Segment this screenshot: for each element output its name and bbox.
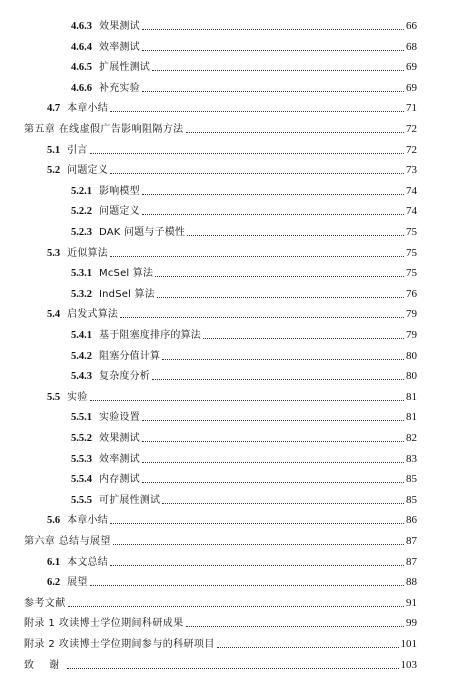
toc-entry-title: 效率测试 bbox=[99, 42, 140, 53]
toc-entry-title: 效率测试 bbox=[99, 454, 140, 465]
toc-entry-page-number: 81 bbox=[406, 411, 417, 423]
toc-entry-page-number: 91 bbox=[406, 597, 417, 609]
toc-entry-page-number: 76 bbox=[406, 288, 417, 300]
toc-entry[interactable] bbox=[71, 38, 417, 54]
toc-entry-title: IndSel 算法 bbox=[99, 289, 155, 300]
toc-entry-page-number: 72 bbox=[406, 144, 417, 156]
toc-entry[interactable] bbox=[71, 58, 417, 74]
toc-entry[interactable] bbox=[71, 79, 417, 95]
toc-entry[interactable] bbox=[24, 635, 417, 651]
toc-entry-page-number: 85 bbox=[406, 473, 417, 485]
dot-leader bbox=[90, 585, 404, 586]
toc-entry-page-number: 66 bbox=[406, 20, 417, 32]
toc-entry-page-number: 101 bbox=[400, 638, 417, 650]
toc-entry[interactable] bbox=[47, 161, 417, 177]
dot-leader bbox=[217, 647, 399, 648]
toc-entry-number: 5.5.4 bbox=[71, 474, 92, 485]
toc-entry-title: 影响模型 bbox=[99, 186, 140, 197]
dot-leader bbox=[113, 544, 404, 545]
toc-entry[interactable] bbox=[71, 202, 417, 218]
toc-entry-number: 5.4.3 bbox=[71, 371, 92, 382]
dot-leader bbox=[187, 235, 404, 236]
toc-entry-number: 5.5.2 bbox=[71, 433, 92, 444]
toc-entry-title: 参考文献 bbox=[24, 598, 66, 609]
toc-entry-number: 4.6.6 bbox=[71, 83, 92, 94]
toc-entry[interactable] bbox=[47, 141, 417, 157]
toc-entry-number: 5.2 bbox=[47, 165, 61, 176]
toc-entry-number: 5.5.1 bbox=[71, 412, 92, 423]
toc-entry-title: 扩展性测试 bbox=[99, 62, 150, 73]
toc-entry-title: 补充实验 bbox=[99, 83, 140, 94]
toc-entry-page-number: 81 bbox=[406, 391, 417, 403]
toc-entry-title: 引言 bbox=[67, 145, 88, 156]
toc-entry[interactable] bbox=[47, 244, 417, 260]
dot-leader bbox=[120, 317, 404, 318]
toc-entry-page-number: 82 bbox=[406, 432, 417, 444]
toc-entry[interactable] bbox=[71, 429, 417, 445]
toc-entry-number: 5.3 bbox=[47, 248, 61, 259]
toc-entry[interactable] bbox=[24, 656, 417, 672]
dot-leader bbox=[142, 441, 404, 442]
dot-leader bbox=[142, 50, 404, 51]
toc-entry-number: 5.2.2 bbox=[71, 206, 92, 217]
toc-entry-page-number: 71 bbox=[406, 102, 417, 114]
dot-leader bbox=[155, 276, 404, 277]
toc-entry[interactable] bbox=[24, 532, 417, 548]
toc-entry-page-number: 79 bbox=[406, 329, 417, 341]
toc-entry-page-number: 86 bbox=[406, 514, 417, 526]
toc-entry-page-number: 80 bbox=[406, 370, 417, 382]
toc-entry-title: DAK 问题与子模性 bbox=[99, 227, 186, 238]
toc-entry-title: 第五章 在线虚假广告影响阻隔方法 bbox=[24, 124, 184, 135]
toc-entry-page-number: 83 bbox=[406, 453, 417, 465]
toc-entry-page-number: 74 bbox=[406, 185, 417, 197]
toc-entry[interactable] bbox=[71, 470, 417, 486]
toc-entry-page-number: 74 bbox=[406, 205, 417, 217]
toc-entry-title: 本章小结 bbox=[67, 515, 108, 526]
toc-entry-number: 5.2.1 bbox=[71, 186, 92, 197]
toc-entry-title: 可扩展性测试 bbox=[99, 495, 161, 506]
toc-entry-title: 启发式算法 bbox=[67, 309, 119, 320]
dot-leader bbox=[142, 482, 404, 483]
dot-leader bbox=[142, 214, 404, 215]
toc-entry[interactable] bbox=[71, 347, 417, 363]
toc-entry[interactable] bbox=[71, 326, 417, 342]
toc-entry[interactable] bbox=[71, 367, 417, 383]
toc-entry-number: 5.4.2 bbox=[71, 351, 92, 362]
toc-entry[interactable] bbox=[47, 511, 417, 527]
toc-entry-number: 4.6.5 bbox=[71, 62, 92, 73]
toc-entry-page-number: 99 bbox=[406, 617, 417, 629]
toc-entry-number: 6.1 bbox=[47, 557, 61, 568]
toc-entry-title: 问题定义 bbox=[67, 165, 108, 176]
toc-entry-page-number: 88 bbox=[406, 576, 417, 588]
toc-entry-number: 5.1 bbox=[47, 145, 61, 156]
toc-entry-number: 5.2.3 bbox=[71, 227, 92, 238]
dot-leader bbox=[142, 194, 404, 195]
toc-entry-number: 5.5.5 bbox=[71, 495, 92, 506]
toc-entry-title: 第六章 总结与展望 bbox=[24, 536, 111, 547]
toc-entry-page-number: 75 bbox=[406, 226, 417, 238]
dot-leader bbox=[110, 111, 404, 112]
dot-leader bbox=[110, 523, 404, 524]
toc-entry-title: 实验设置 bbox=[99, 412, 140, 423]
dot-leader bbox=[152, 379, 404, 380]
toc-entry-number: 5.6 bbox=[47, 515, 61, 526]
toc-entry-page-number: 68 bbox=[406, 41, 417, 53]
toc-entry-title: 效果测试 bbox=[99, 21, 140, 32]
toc-entry-page-number: 69 bbox=[406, 61, 417, 73]
dot-leader bbox=[162, 503, 404, 504]
toc-entry-page-number: 79 bbox=[406, 308, 417, 320]
toc-entry[interactable] bbox=[24, 594, 417, 610]
toc-entry-title: 展望 bbox=[67, 577, 88, 588]
toc-entry-title: 问题定义 bbox=[99, 206, 140, 217]
toc-entry-number: 5.4.1 bbox=[71, 330, 92, 341]
toc-entry-page-number: 85 bbox=[406, 494, 417, 506]
dot-leader bbox=[142, 29, 404, 30]
toc-entry-number: 4.6.3 bbox=[71, 21, 92, 32]
toc-entry-title: 基于阻塞度排序的算法 bbox=[99, 330, 201, 341]
toc-entry-title: 附录 2 攻读博士学位期间参与的科研项目 bbox=[24, 639, 215, 650]
toc-entry-title: 附录 1 攻读博士学位期间科研成果 bbox=[24, 618, 184, 629]
toc-entry[interactable] bbox=[71, 182, 417, 198]
toc-entry-title: 致 谢 bbox=[24, 660, 66, 671]
dot-leader bbox=[68, 606, 404, 607]
toc-entry-number: 5.5 bbox=[47, 392, 61, 403]
dot-leader bbox=[142, 91, 404, 92]
dot-leader bbox=[162, 359, 404, 360]
dot-leader bbox=[142, 420, 404, 421]
toc-entry-page-number: 87 bbox=[406, 535, 417, 547]
toc-entry-title: McSel 算法 bbox=[99, 268, 154, 279]
toc-entry[interactable] bbox=[71, 491, 417, 507]
toc-entry[interactable] bbox=[71, 264, 417, 280]
toc-entry-title: 阻塞分值计算 bbox=[99, 351, 161, 362]
toc-entry[interactable] bbox=[47, 553, 417, 569]
toc-entry[interactable] bbox=[71, 285, 417, 301]
toc-entry[interactable] bbox=[47, 99, 417, 115]
toc-entry-title: 内存测试 bbox=[99, 474, 140, 485]
toc-entry-number: 4.6.4 bbox=[71, 42, 92, 53]
toc-entry-number: 5.3.2 bbox=[71, 289, 92, 300]
dot-leader bbox=[110, 173, 404, 174]
dot-leader bbox=[110, 565, 404, 566]
toc-entry[interactable] bbox=[47, 388, 417, 404]
dot-leader bbox=[186, 626, 404, 627]
toc-entry-number: 6.2 bbox=[47, 577, 61, 588]
toc-entry-page-number: 73 bbox=[406, 164, 417, 176]
toc-entry-page-number: 87 bbox=[406, 556, 417, 568]
dot-leader bbox=[110, 256, 404, 257]
toc-entry-title: 近似算法 bbox=[67, 248, 108, 259]
toc-entry-page-number: 75 bbox=[406, 267, 417, 279]
toc-entry-number: 5.5.3 bbox=[71, 454, 92, 465]
dot-leader bbox=[186, 132, 404, 133]
toc-entry[interactable] bbox=[24, 120, 417, 136]
toc-entry-title: 效果测试 bbox=[99, 433, 140, 444]
toc-entry-title: 本章小结 bbox=[67, 103, 108, 114]
dot-leader bbox=[90, 153, 404, 154]
toc-entry-title: 实验 bbox=[67, 392, 88, 403]
toc-entry-page-number: 103 bbox=[400, 659, 417, 671]
toc-entry[interactable] bbox=[47, 305, 417, 321]
dot-leader bbox=[90, 400, 404, 401]
toc-entry-title: 复杂度分析 bbox=[99, 371, 150, 382]
toc-entry[interactable] bbox=[71, 408, 417, 424]
toc-entry[interactable] bbox=[71, 450, 417, 466]
toc-entry[interactable] bbox=[71, 17, 417, 33]
dot-leader bbox=[67, 668, 398, 669]
toc-entry[interactable] bbox=[47, 573, 417, 589]
toc-entry-number: 4.7 bbox=[47, 103, 61, 114]
toc-entry-page-number: 80 bbox=[406, 350, 417, 362]
dot-leader bbox=[152, 70, 404, 71]
toc-entry-page-number: 72 bbox=[406, 123, 417, 135]
toc-entry-page-number: 69 bbox=[406, 82, 417, 94]
toc-entry[interactable] bbox=[24, 614, 417, 630]
toc-entry-page-number: 75 bbox=[406, 247, 417, 259]
toc-entry[interactable] bbox=[71, 223, 417, 239]
toc-entry-number: 5.3.1 bbox=[71, 268, 92, 279]
dot-leader bbox=[157, 297, 404, 298]
toc-entry-title: 本文总结 bbox=[67, 557, 108, 568]
dot-leader bbox=[203, 338, 404, 339]
toc-entry-number: 5.4 bbox=[47, 309, 61, 320]
dot-leader bbox=[142, 462, 404, 463]
